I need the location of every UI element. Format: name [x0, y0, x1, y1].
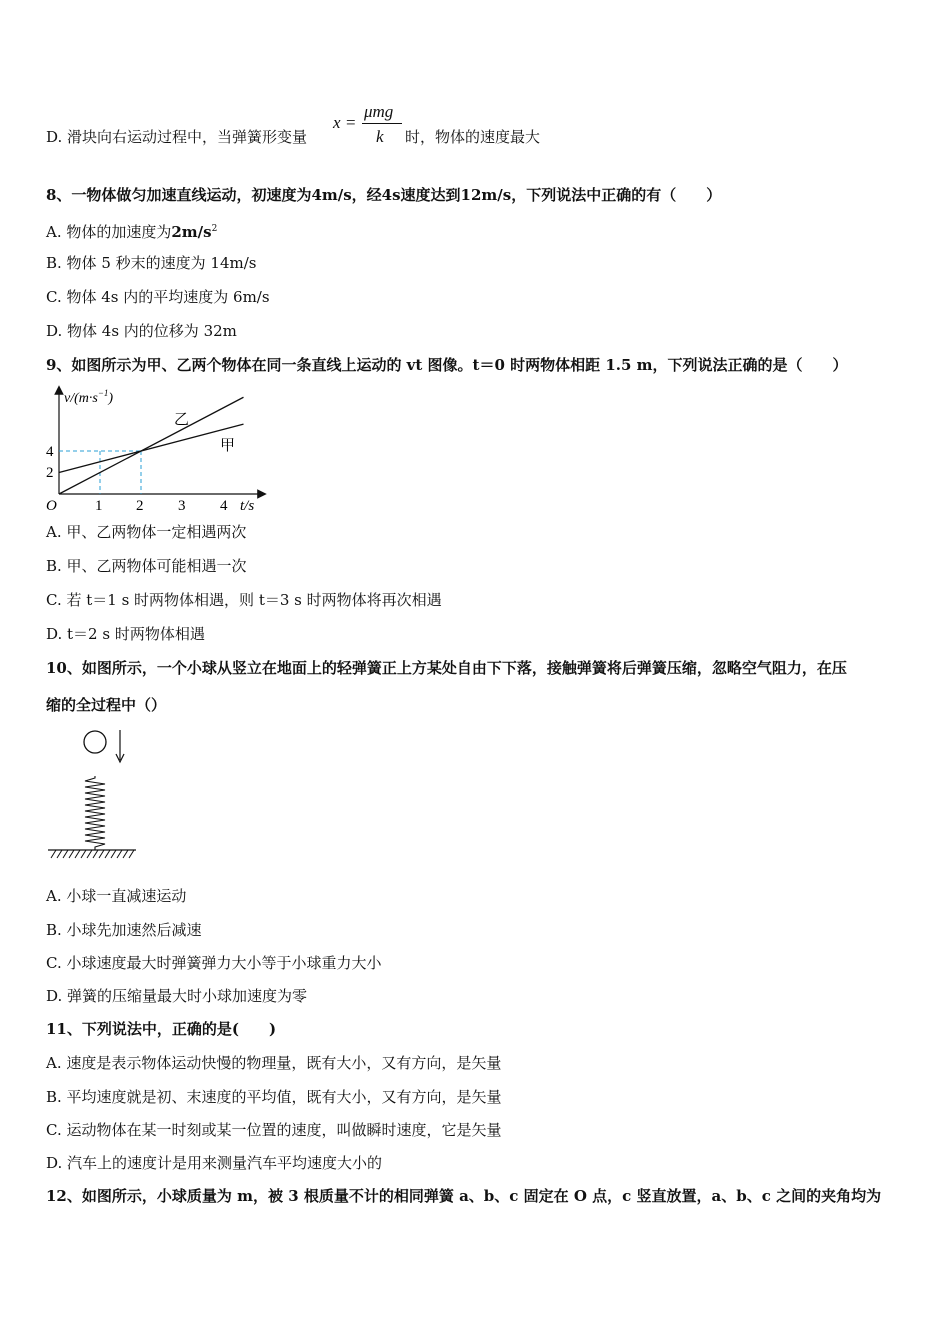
- q9-option-a: A. 甲、乙两物体一定相遇两次: [46, 523, 247, 541]
- x-tick-3: 3: [178, 498, 186, 514]
- q10-stem-line1: 10、如图所示，一个小球从竖立在地面上的轻弹簧正上方某处自由下下落，接触弹簧将后弹簧压缩，忽略空气阻力，在压: [46, 659, 847, 677]
- q7-option-d: D. 滑块向右运动过程中，当弹簧形变量: [46, 128, 308, 146]
- q9-option-d: D. t＝2 s 时两物体相遇: [46, 625, 205, 643]
- q8-stem: 8、一物体做匀加速直线运动，初速度为4m/s，经4s速度达到12m/s，下列说法中正确的有（ ）: [46, 186, 722, 204]
- y-tick-2: 2: [46, 465, 54, 481]
- q11-option-b: B. 平均速度就是初、末速度的平均值，既有大小，又有方向，是矢量: [46, 1088, 502, 1106]
- x-tick-2: 2: [136, 498, 144, 514]
- q11-option-c: C. 运动物体在某一时刻或某一位置的速度，叫做瞬时速度，它是矢量: [46, 1121, 502, 1139]
- series-line-jia: [59, 424, 244, 472]
- y-tick-4: 4: [46, 444, 54, 460]
- q10-option-b: B. 小球先加速然后减速: [46, 921, 202, 939]
- q11-stem: 11、下列说法中，正确的是( ): [46, 1020, 277, 1038]
- series-label-jia: 甲: [220, 438, 236, 454]
- q10-option-c: C. 小球速度最大时弹簧弹力大小等于小球重力大小: [46, 954, 382, 972]
- q11-option-a: A. 速度是表示物体运动快慢的物理量，既有大小，又有方向，是矢量: [46, 1054, 502, 1072]
- q8-option-b: B. 物体 5 秒末的速度为 14m/s: [46, 254, 257, 272]
- x-tick-4: 4: [220, 498, 228, 514]
- q7-option-d-suffix: 时，物体的速度最大: [405, 128, 541, 146]
- fraction-bar: [362, 123, 402, 124]
- series-label-yi: 乙: [174, 412, 190, 428]
- spring-icon: [85, 776, 105, 850]
- x-axis-label: t/s: [240, 498, 255, 514]
- formula-x: x: [333, 113, 341, 132]
- ball-spring-figure: [46, 726, 146, 862]
- q12-stem: 12、如图所示，小球质量为 m，被 3 根质量不计的相同弹簧 a、b、c 固定在 O 点，c 竖直放置，a、b、c 之间的夹角均为: [46, 1187, 882, 1205]
- q9-option-b: B. 甲、乙两物体可能相遇一次: [46, 557, 247, 575]
- q11-option-d: D. 汽车上的速度计是用来测量汽车平均速度大小的: [46, 1154, 383, 1172]
- ground-hatch: [51, 850, 134, 858]
- q10-option-d: D. 弹簧的压缩量最大时小球加速度为零: [46, 987, 308, 1005]
- ball-icon: [84, 731, 106, 753]
- q10-option-a: A. 小球一直减速运动: [46, 887, 187, 905]
- formula-denominator: k: [376, 127, 384, 146]
- x-tick-1: 1: [95, 498, 103, 514]
- q9-option-c: C. 若 t＝1 s 时两物体相遇，则 t＝3 s 时两物体将再次相遇: [46, 591, 442, 609]
- series-line-yi: [59, 397, 244, 494]
- q9-stem: 9、如图所示为甲、乙两个物体在同一条直线上运动的 vt 图像。t＝0 时两物体相距 1.5 m，下列说法正确的是（ ）: [46, 356, 848, 374]
- y-axis-label: $v/(m\cdot s^{-1})$: [64, 388, 114, 406]
- q8-option-d: D. 物体 4s 内的位移为 32m: [46, 322, 237, 340]
- vt-graph: [40, 384, 270, 516]
- formula-equals: =: [346, 113, 356, 132]
- q10-stem-line2: 缩的全过程中（）: [46, 696, 167, 714]
- q8-option-c: C. 物体 4s 内的平均速度为 6m/s: [46, 288, 270, 306]
- origin-label: O: [46, 498, 57, 514]
- formula-numerator: μmg: [364, 102, 394, 121]
- q8-option-a: A. 物体的加速度为$2m/s^2$: [46, 223, 218, 241]
